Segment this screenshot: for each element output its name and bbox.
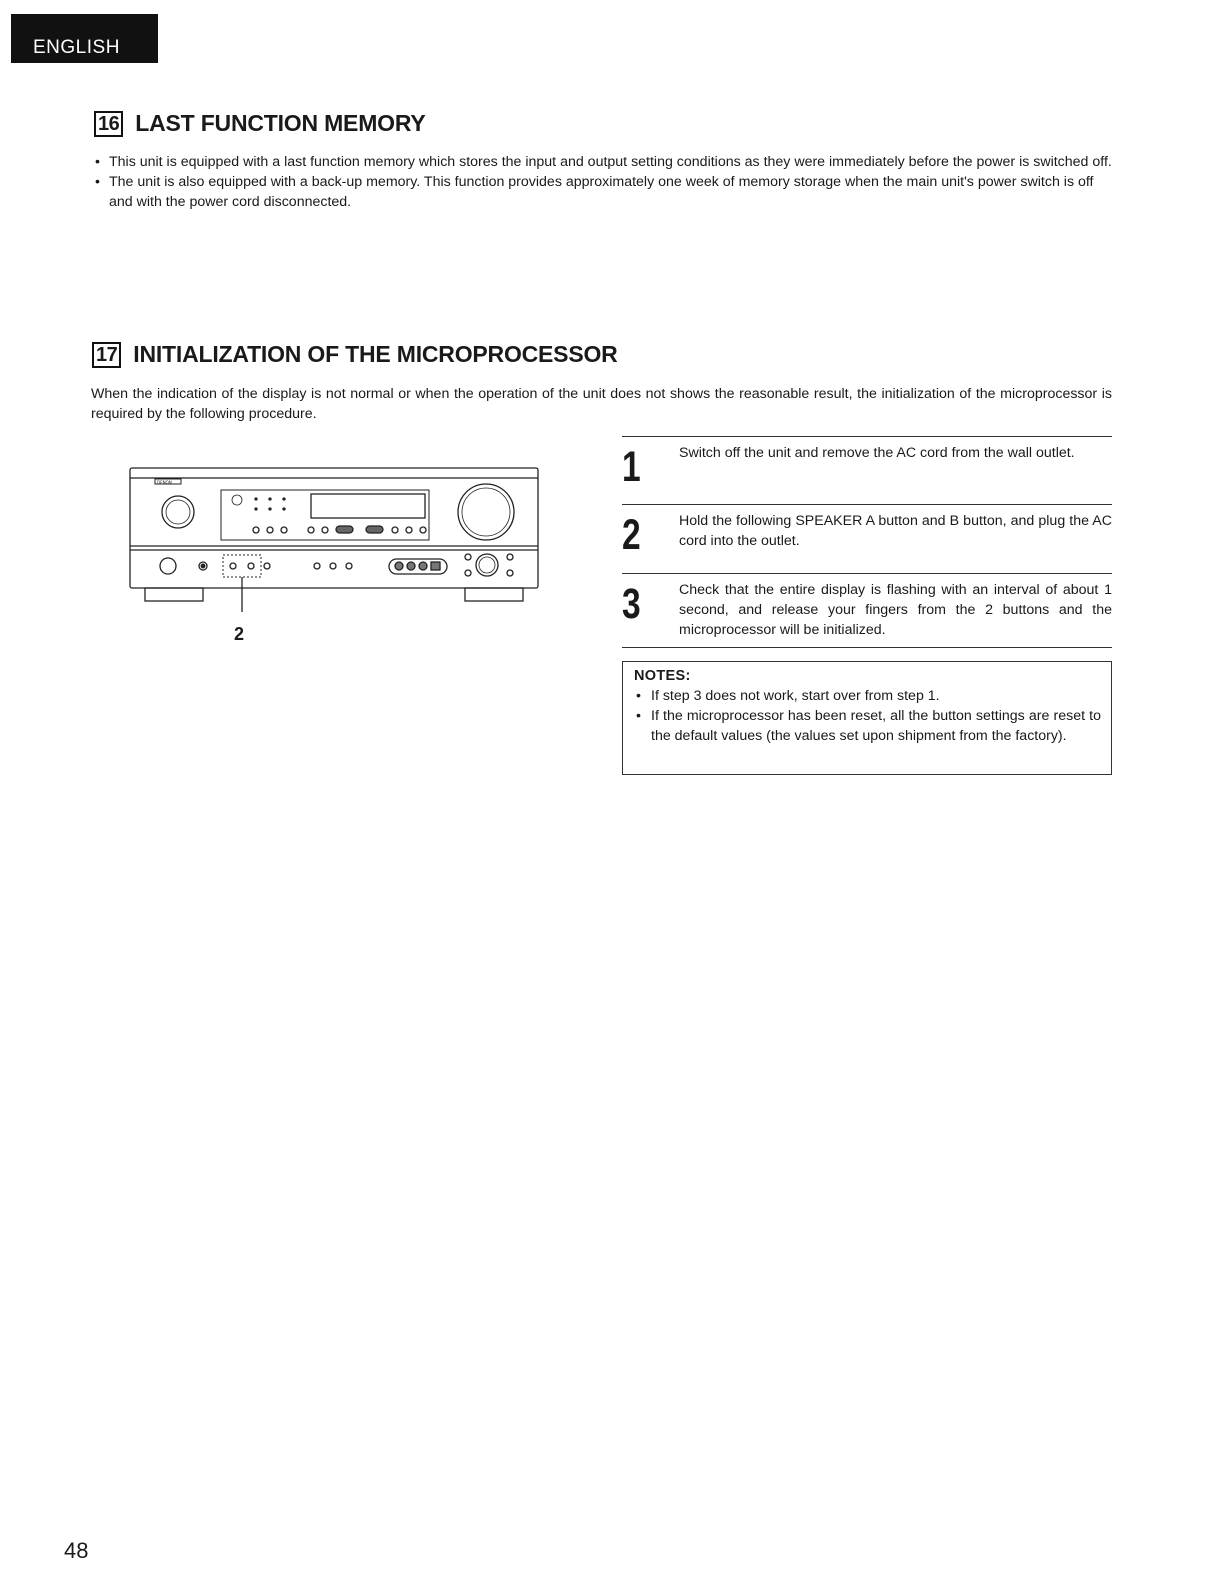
- step-text: Hold the following SPEAKER A button and B button, and plug the AC cord into the outlet.: [679, 513, 1112, 549]
- section-17-title: INITIALIZATION OF THE MICROPROCESSOR: [133, 341, 618, 367]
- notes-title: NOTES:: [634, 668, 691, 684]
- section-17-number: 17: [92, 342, 121, 368]
- receiver-front-panel-illustration: [127, 462, 543, 617]
- language-tab: ENGLISH: [11, 14, 158, 63]
- step-1: [622, 436, 1112, 504]
- divider: [622, 647, 1112, 648]
- list-item: • The unit is also equipped with a back-up memory. This function provides approximately one week of memory storage when the main unit's power switch is off and with the power cord disconnected.: [92, 173, 1112, 213]
- section-17-heading: [92, 341, 618, 368]
- step-number: 3: [622, 580, 641, 628]
- section-16-title: LAST FUNCTION MEMORY: [135, 110, 426, 136]
- list-item: • If the microprocessor has been reset, all the button settings are reset to the default values (the values set upon shipment from the factory).: [634, 707, 1101, 747]
- step-text: Check that the entire display is flashing with an interval of about 1 second, and release your fingers from the 2 buttons and the microprocessor will be initialized.: [679, 582, 1112, 638]
- section-16-heading: [94, 110, 426, 137]
- step-number: 2: [622, 511, 641, 559]
- step-text: Switch off the unit and remove the AC cord from the wall outlet.: [679, 445, 1075, 461]
- list-item: • If step 3 does not work, start over from step 1.: [634, 687, 1101, 707]
- notes-list: [634, 687, 1101, 746]
- step-number: 1: [622, 443, 641, 491]
- page-number: 48: [64, 1538, 89, 1563]
- list-item: • This unit is equipped with a last function memory which stores the input and output setting conditions as they were immediately before the power is switched off.: [92, 153, 1112, 173]
- step-2: [622, 504, 1112, 573]
- section-16-number: 16: [94, 111, 123, 137]
- notes-box: [622, 661, 1112, 775]
- figure-callout-label: 2: [234, 624, 245, 644]
- section-17-intro: When the indication of the display is not normal or when the operation of the unit does not shows the reasonable result, the initialization of the microprocessor is required by the following procedure.: [91, 386, 1112, 422]
- section-16-bullet-list: [92, 153, 1112, 212]
- svg-text:DENON: DENON: [157, 480, 172, 485]
- step-list: [622, 436, 1112, 648]
- step-3: [622, 573, 1112, 647]
